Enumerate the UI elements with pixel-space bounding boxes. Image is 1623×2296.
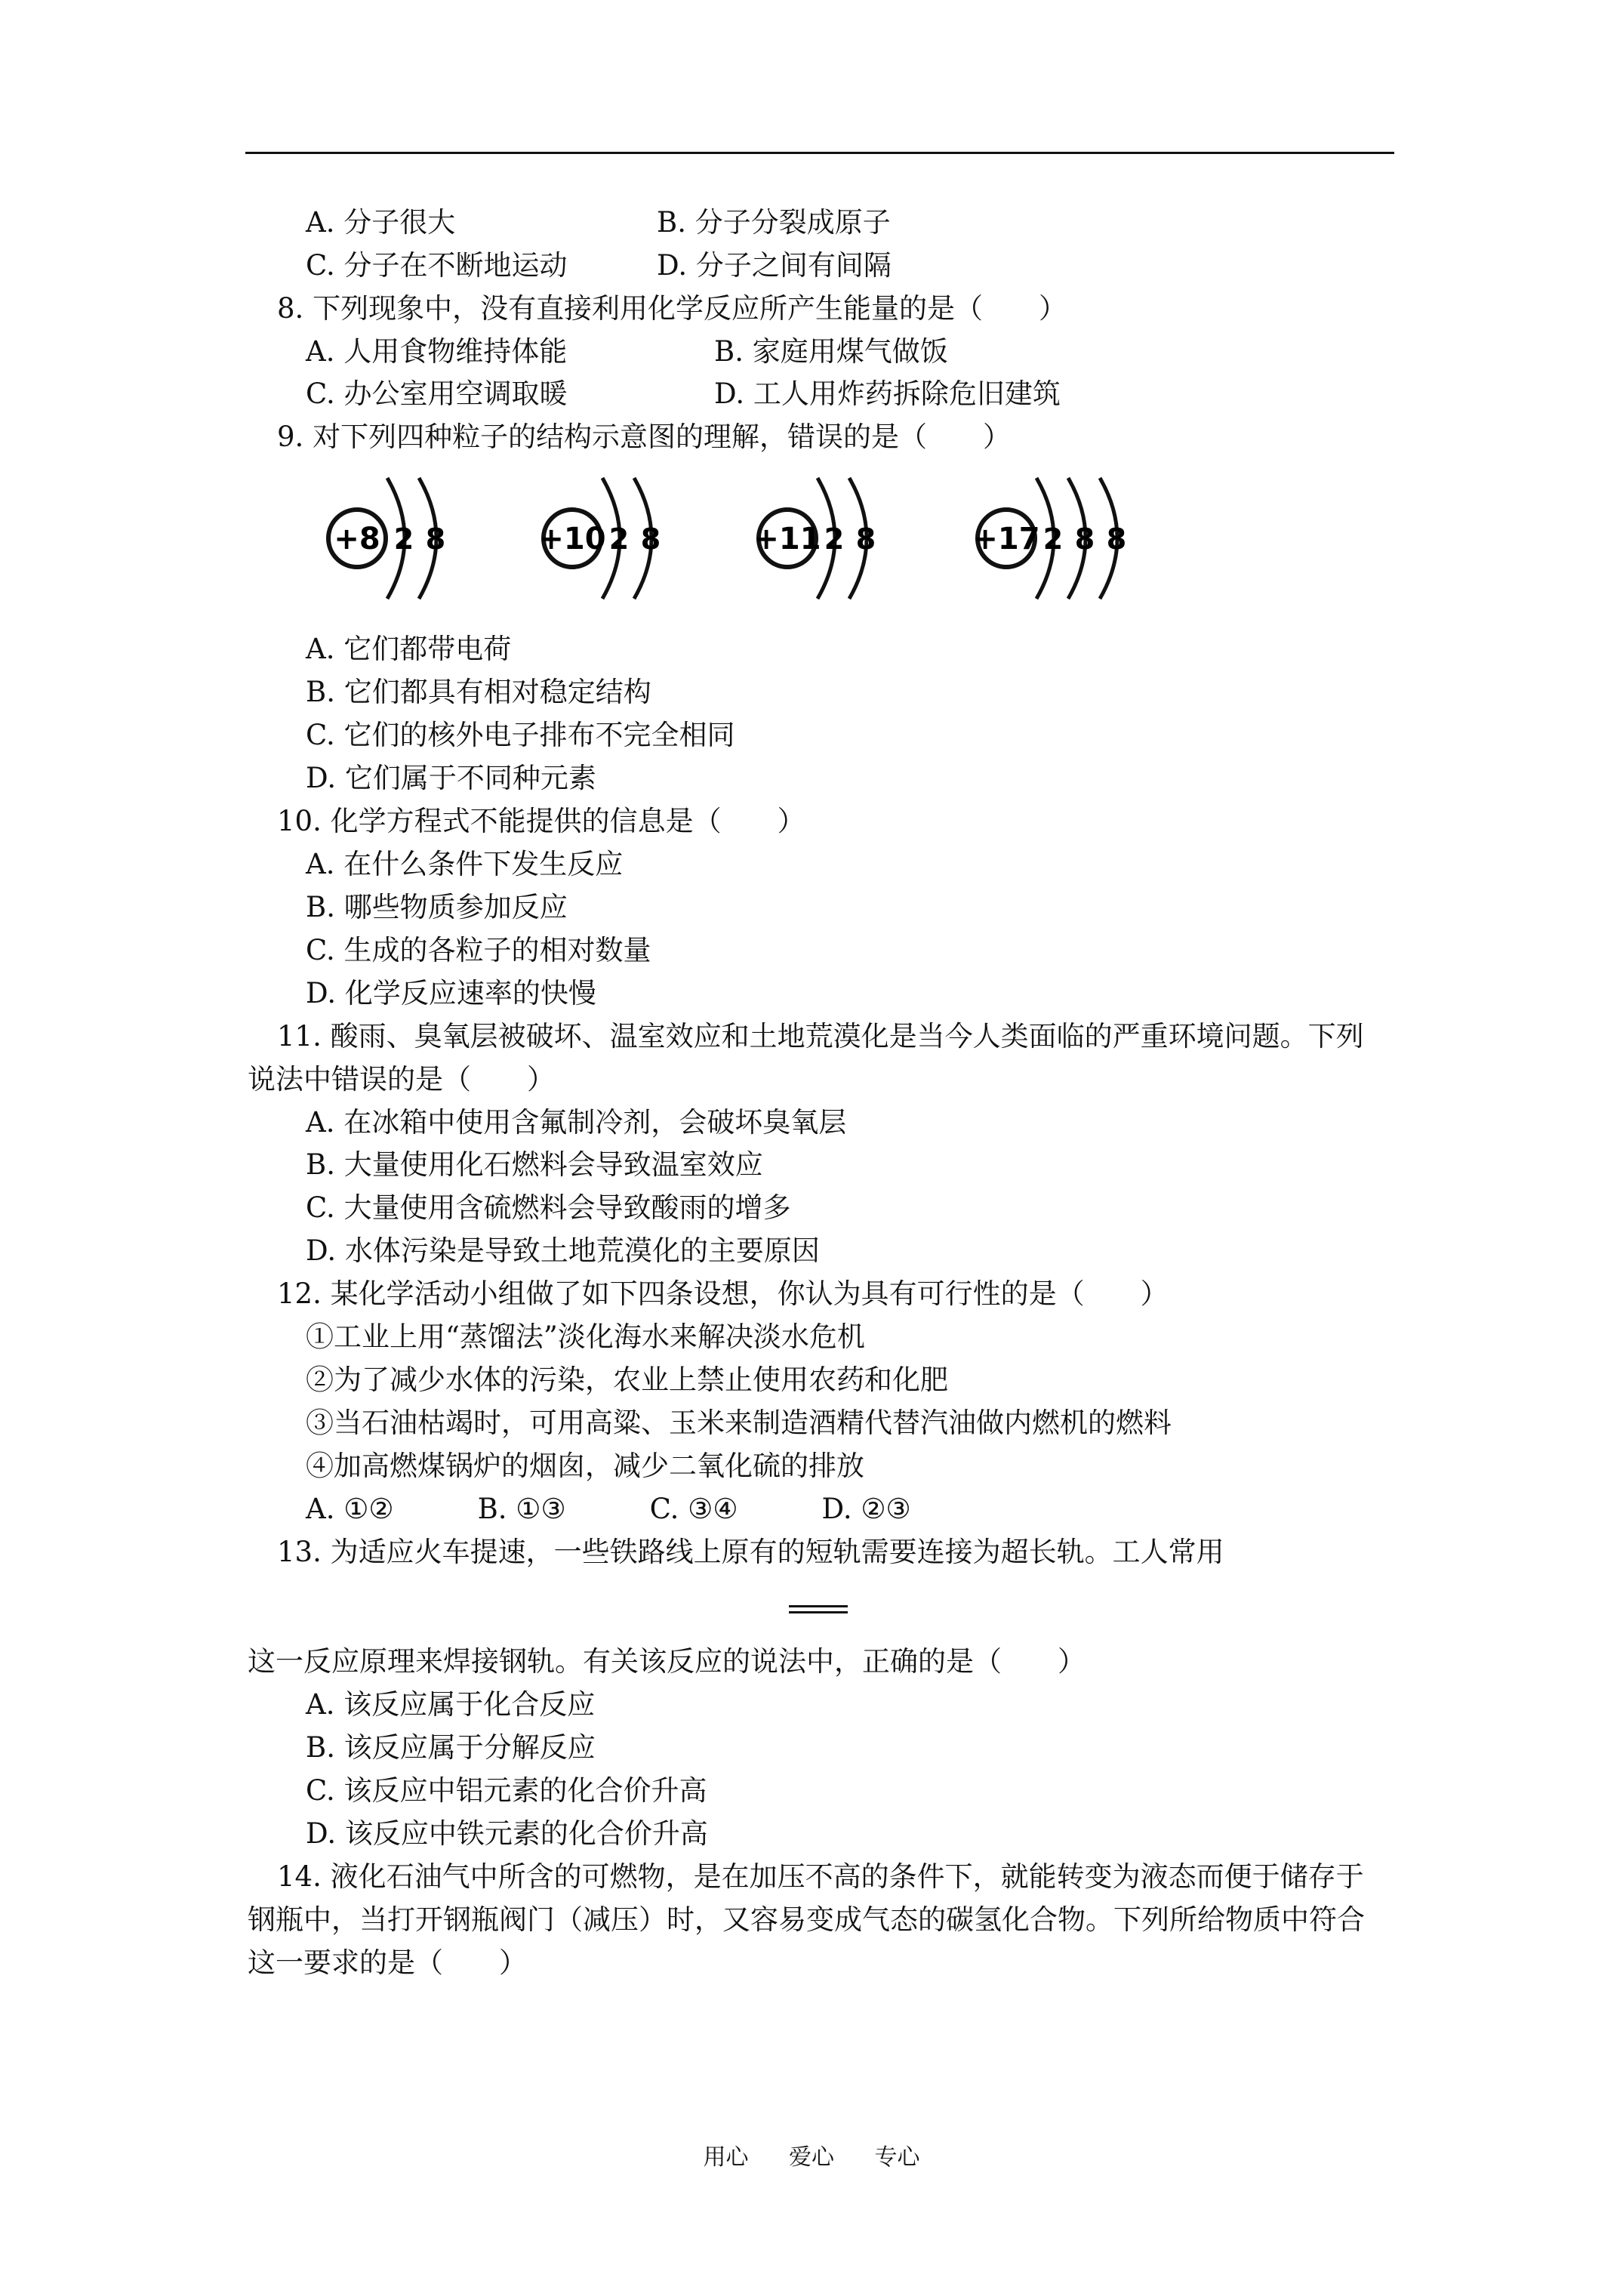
shell-electron-count: 8: [1074, 522, 1095, 556]
q12-item-1: ①工业上用“蒸馏法”淡化海水来解决淡水危机: [306, 1321, 865, 1353]
q13-stem-line2: 这一反应原理来焊接钢轨。有关该反应的说法中，正确的是（ ）: [248, 1645, 1086, 1678]
atom-diagram: [753, 478, 876, 599]
q13-option-c: C. 该反应中铝元素的化合价升高: [306, 1774, 707, 1807]
q13-option-d: D. 该反应中铁元素的化合价升高: [306, 1817, 708, 1850]
q9-option-c: C. 它们的核外电子排布不完全相同: [306, 719, 735, 751]
atom-diagram: [538, 478, 661, 599]
shell-electron-count: 2: [608, 522, 630, 556]
q13-stem-line1: 13. 为适应火车提速，一些铁路线上原有的短轨需要连接为超长轨。工人常用: [277, 1536, 1224, 1568]
nucleus-charge: +8: [334, 522, 380, 556]
atom-diagram: [328, 478, 445, 599]
atom-diagram: [972, 478, 1126, 599]
atomic-structure-diagrams: [316, 467, 1153, 610]
page-separator: [789, 1605, 848, 1607]
header-rule: [245, 152, 1394, 154]
q12-options: A. ①② B. ①③ C. ③④ D. ②③: [306, 1493, 911, 1525]
page-footer: [0, 2143, 1623, 2173]
nucleus-charge: +10: [538, 522, 606, 556]
q13-option-a: A. 该反应属于化合反应: [306, 1688, 596, 1721]
q11-stem-line1: 11. 酸雨、臭氧层被破坏、温室效应和土地荒漠化是当今人类面临的严重环境问题。下列: [277, 1020, 1364, 1052]
page-separator: [789, 1611, 848, 1613]
q10-stem: 10. 化学方程式不能提供的信息是（ ）: [277, 805, 805, 837]
q9-stem: 9. 对下列四种粒子的结构示意图的理解，错误的是（ ）: [277, 421, 1012, 453]
shell-electron-count: 8: [425, 522, 446, 556]
q7-option-b: B. 分子分裂成原子: [657, 206, 891, 239]
q14-line2: 钢瓶中，当打开钢瓶阀门（减压）时，又容易变成气态的碳氢化合物。下列所给物质中符合: [248, 1903, 1365, 1936]
footer-word: 爱心: [789, 2144, 834, 2171]
q11-option-b: B. 大量使用化石燃料会导致温室效应: [306, 1148, 763, 1181]
q11-stem-line2: 说法中错误的是（ ）: [248, 1063, 555, 1096]
q9-option-b: B. 它们都具有相对稳定结构: [306, 676, 651, 708]
q7-option-d: D. 分子之间有间隔: [657, 249, 892, 282]
footer-word: 用心: [703, 2144, 749, 2171]
q10-option-c: C. 生成的各粒子的相对数量: [306, 934, 651, 966]
q8-option-c: C. 办公室用空调取暖: [306, 378, 568, 410]
nucleus-charge: +11: [753, 522, 821, 556]
q8-stem: 8. 下列现象中，没有直接利用化学反应所产生能量的是（ ）: [277, 292, 1067, 325]
q10-option-d: D. 化学反应速率的快慢: [306, 977, 596, 1009]
shell-electron-count: 8: [640, 522, 661, 556]
shell-electron-count: 2: [1042, 522, 1064, 556]
shell-electron-count: 8: [1106, 522, 1127, 556]
q12-item-3: ③当石油枯竭时，可用高粱、玉米来制造酒精代替汽油做内燃机的燃料: [306, 1407, 1172, 1439]
shell-electron-count: 2: [824, 522, 845, 556]
q9-option-a: A. 它们都带电荷: [306, 633, 512, 665]
q10-option-b: B. 哪些物质参加反应: [306, 891, 568, 923]
q11-option-c: C. 大量使用含硫燃料会导致酸雨的增多: [306, 1191, 791, 1224]
q9-option-d: D. 它们属于不同种元素: [306, 762, 596, 794]
q7-option-c: C. 分子在不断地运动: [306, 249, 568, 282]
q12-stem: 12. 某化学活动小组做了如下四条设想，你认为具有可行性的是（ ）: [277, 1277, 1169, 1310]
q14-line1: 14. 液化石油气中所含的可燃物，是在加压不高的条件下，就能转变为液态而便于储存于: [277, 1860, 1364, 1893]
q7-option-a: A. 分子很大: [306, 206, 456, 239]
q12-item-2: ②为了减少水体的污染，农业上禁止使用农药和化肥: [306, 1364, 948, 1396]
q12-item-4: ④加高燃煤锅炉的烟囱，减少二氧化硫的排放: [306, 1450, 864, 1482]
q13-option-b: B. 该反应属于分解反应: [306, 1731, 596, 1764]
q8-option-d: D. 工人用炸药拆除危旧建筑: [714, 378, 1061, 410]
shell-electron-count: 2: [393, 522, 414, 556]
q14-line3: 这一要求的是（ ）: [248, 1946, 527, 1979]
q11-option-a: A. 在冰箱中使用含氟制冷剂，会破坏臭氧层: [306, 1106, 847, 1139]
footer-word: 专心: [874, 2144, 920, 2171]
q10-option-a: A. 在什么条件下发生反应: [306, 848, 624, 880]
q11-option-d: D. 水体污染是导致土地荒漠化的主要原因: [306, 1234, 820, 1267]
nucleus-charge: +17: [972, 522, 1040, 556]
q8-option-a: A. 人用食物维持体能: [306, 335, 568, 368]
shell-electron-count: 8: [855, 522, 876, 556]
q8-option-b: B. 家庭用煤气做饭: [714, 335, 948, 368]
